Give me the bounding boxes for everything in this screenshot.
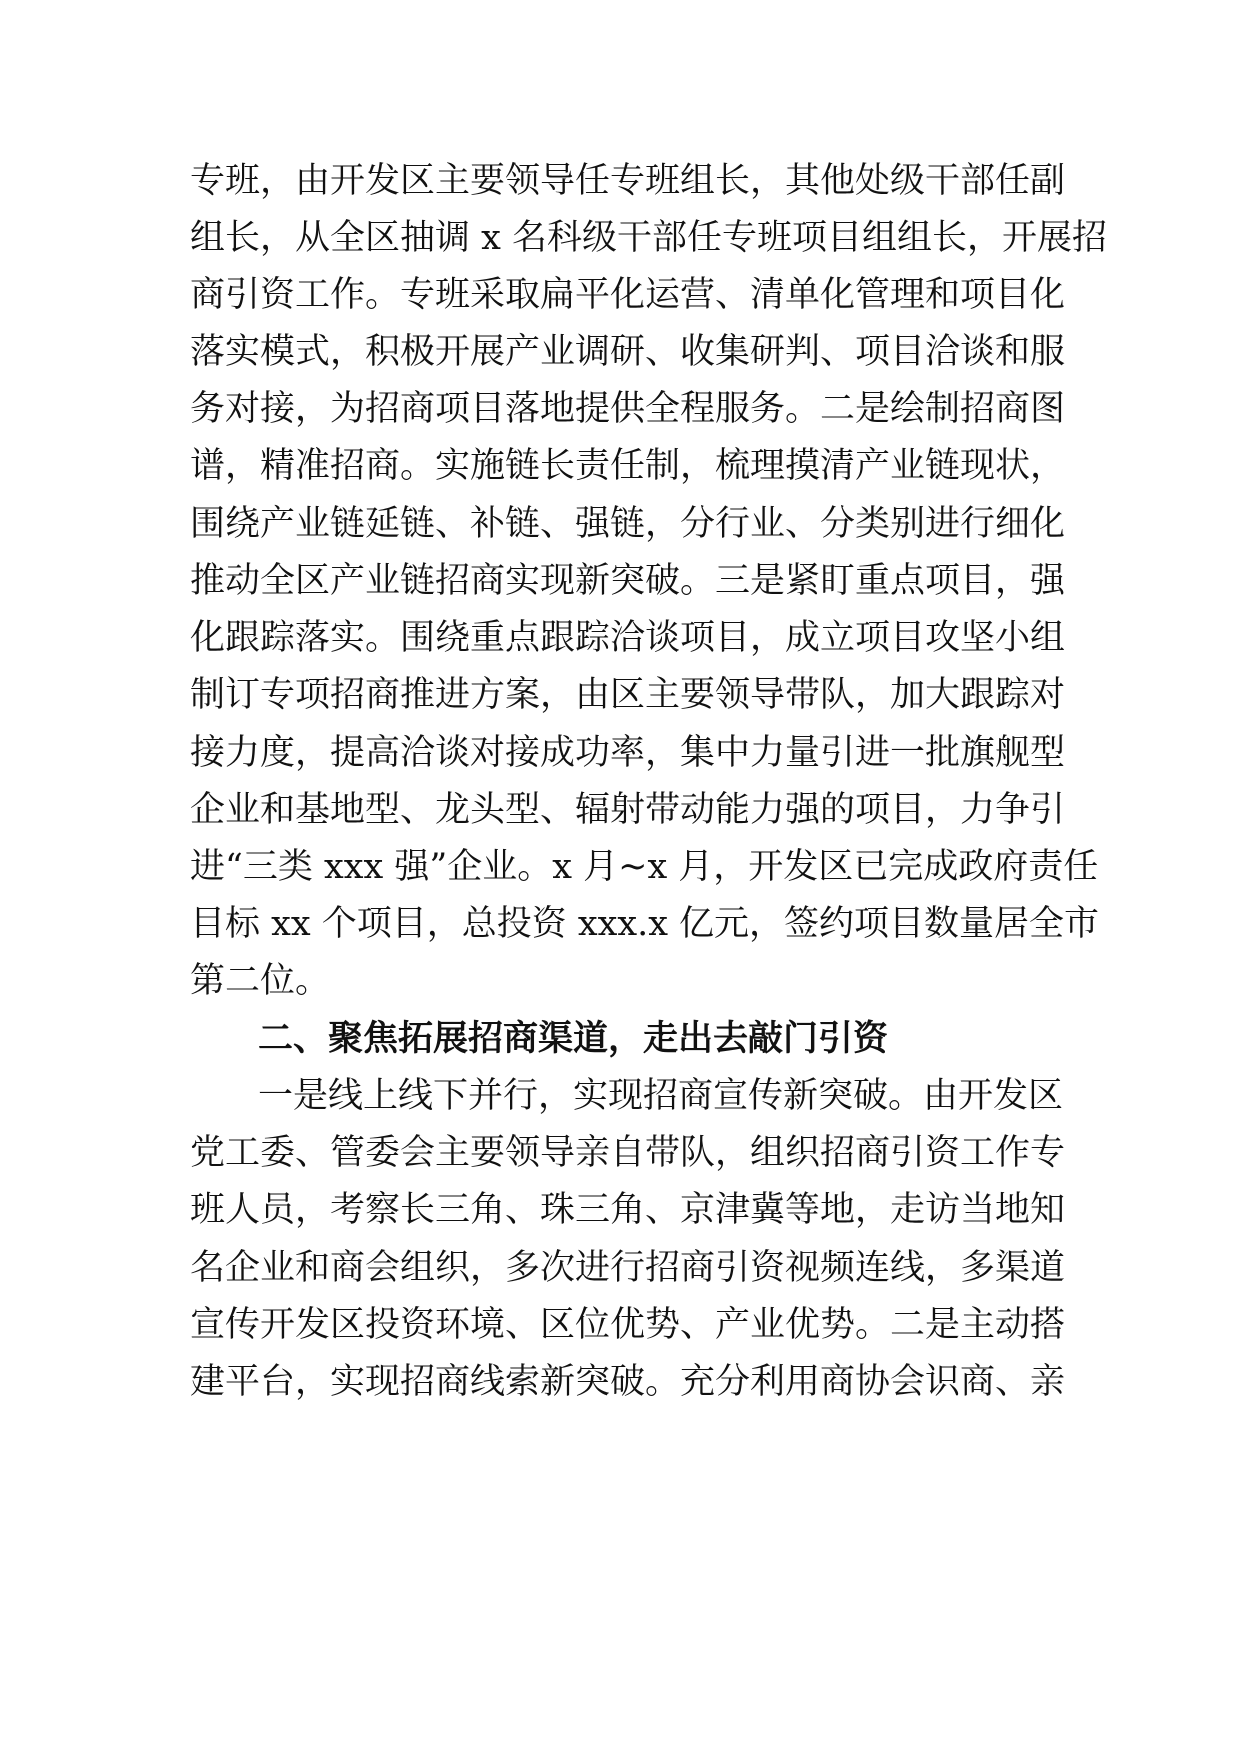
text-line: 建平台，实现招商线索新突破。充分利用商协会识商、亲 [190,1362,1066,1402]
text-line: 目标 xx 个项目，总投资 xxx.x 亿元，签约项目数量居全市 [190,904,1100,944]
text-line: 专班，由开发区主要领导任专班组长，其他处级干部任副 [190,161,1066,201]
text-line: 谱，精准招商。实施链长责任制，梳理摸清产业链现状， [190,446,1066,486]
text-line: 宣传开发区投资环境、区位优势、产业优势。二是主动搭 [190,1305,1066,1345]
text-line: 企业和基地型、龙头型、辐射带动能力强的项目，力争引 [190,790,1066,830]
text-line: 进“三类 xxx 强”企业。x 月~x 月，开发区已完成政府责任 [190,847,1099,887]
text-line: 班人员，考察长三角、珠三角、京津冀等地，走访当地知 [190,1190,1066,1230]
text-line: 组长，从全区抽调 x 名科级干部任专班项目组组长，开展招 [190,218,1107,258]
text-line: 推动全区产业链招商实现新突破。三是紧盯重点项目，强 [190,561,1066,601]
text-line: 落实模式，积极开展产业调研、收集研判、项目洽谈和服 [190,332,1066,372]
text-line: 制订专项招商推进方案，由区主要领导带队，加大跟踪对 [190,675,1066,715]
section-heading: 二、聚焦拓展招商渠道，走出去敲门引资 [258,1019,889,1059]
text-line: 化跟踪落实。围绕重点跟踪洽谈项目，成立项目攻坚小组 [190,618,1066,658]
text-line: 商引资工作。专班采取扁平化运营、清单化管理和项目化 [190,275,1066,315]
text-line: 一是线上线下并行，实现招商宣传新突破。由开发区 [258,1076,1064,1116]
text-line: 第二位。 [190,961,331,1001]
text-line: 党工委、管委会主要领导亲自带队，组织招商引资工作专 [190,1133,1066,1173]
text-line: 名企业和商会组织，多次进行招商引资视频连线，多渠道 [190,1248,1066,1288]
text-line: 围绕产业链延链、补链、强链，分行业、分类别进行细化 [190,504,1066,544]
text-line: 务对接，为招商项目落地提供全程服务。二是绘制招商图 [190,389,1066,429]
text-line: 接力度，提高洽谈对接成功率，集中力量引进一批旗舰型 [190,733,1066,773]
